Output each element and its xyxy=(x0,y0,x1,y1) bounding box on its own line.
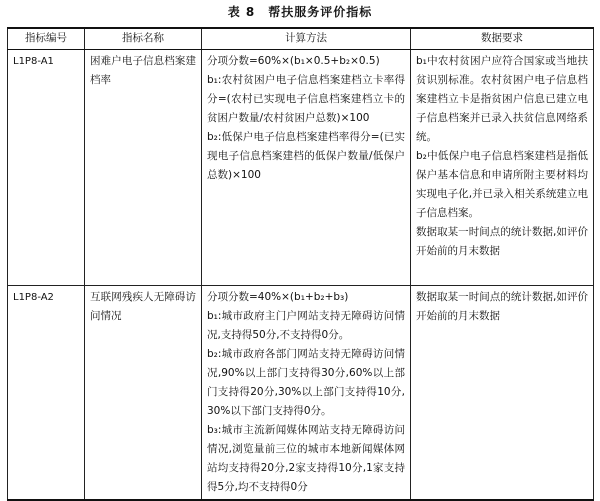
indicator-name: 互联网残疾人无障碍访问情况 xyxy=(85,286,202,501)
data-requirement xyxy=(411,286,594,501)
indicator-code: L1P8-A1 xyxy=(8,50,85,286)
req-line: 数据取某一时间点的统计数据,如评价开始前的月末数据 xyxy=(416,226,588,257)
calc-line: b₃:城市主流新闻媒体网站支持无障碍访问情况,浏览量前三位的城市本地新闻媒体网站均支持得20分,2家支持得10分,1家支持得5分,均不支持得0分 xyxy=(207,424,405,493)
indicator-code: L1P8-A2 xyxy=(8,286,85,501)
calc-line: b₂:低保户电子信息档案建档率得分=(已实现电子信息档案建档的低保户数量/低保户总数)×100 xyxy=(207,131,405,181)
calc-line: b₁:城市政府主门户网站支持无障碍访问情况,支持得50分,不支持得0分。 xyxy=(207,310,405,341)
indicator-name: 困难户电子信息档案建档率 xyxy=(85,50,202,286)
evaluation-table xyxy=(7,27,594,501)
calculation-method xyxy=(202,50,411,286)
calculation-method xyxy=(202,286,411,501)
header-calc: 计算方法 xyxy=(202,28,411,50)
req-line: b₁中农村贫困户应符合国家或当地扶贫识别标准。农村贫困户电子信息档案建档立卡是指贫困户信息已建立电子信息档案并已录入扶贫信息网络系统。 xyxy=(416,55,588,143)
req-line: b₂中低保户电子信息档案建档是指低保户基本信息和申请所附主要材料均实现电子化,并已录入相关系统建立电子信息档案。 xyxy=(416,150,588,219)
data-requirement xyxy=(411,50,594,286)
table-caption: 表 8 帮扶服务评价指标 xyxy=(227,5,373,19)
table-row xyxy=(8,286,594,501)
header-name: 指标名称 xyxy=(85,28,202,50)
calc-line: 分项分数=60%×(b₁×0.5+b₂×0.5) xyxy=(207,55,380,67)
table-row xyxy=(8,50,594,286)
header-code: 指标编号 xyxy=(8,28,85,50)
table-header-row xyxy=(8,28,594,50)
req-line: 数据取某一时间点的统计数据,如评价开始前的月末数据 xyxy=(416,291,588,322)
header-req: 数据要求 xyxy=(411,28,594,50)
calc-line: 分项分数=40%×(b₁+b₂+b₃) xyxy=(207,291,349,303)
calc-line: b₁:农村贫困户电子信息档案建档立卡率得分=(农村已实现电子信息档案建档立卡的贫困户数量/农村贫困户总数)×100 xyxy=(207,74,405,124)
calc-line: b₂:城市政府各部门网站支持无障碍访问情况,90%以上部门支持得30分,60%以上部门支持得20分,30%以上部门支持得10分,30%以下部门支持得0分。 xyxy=(207,348,405,417)
